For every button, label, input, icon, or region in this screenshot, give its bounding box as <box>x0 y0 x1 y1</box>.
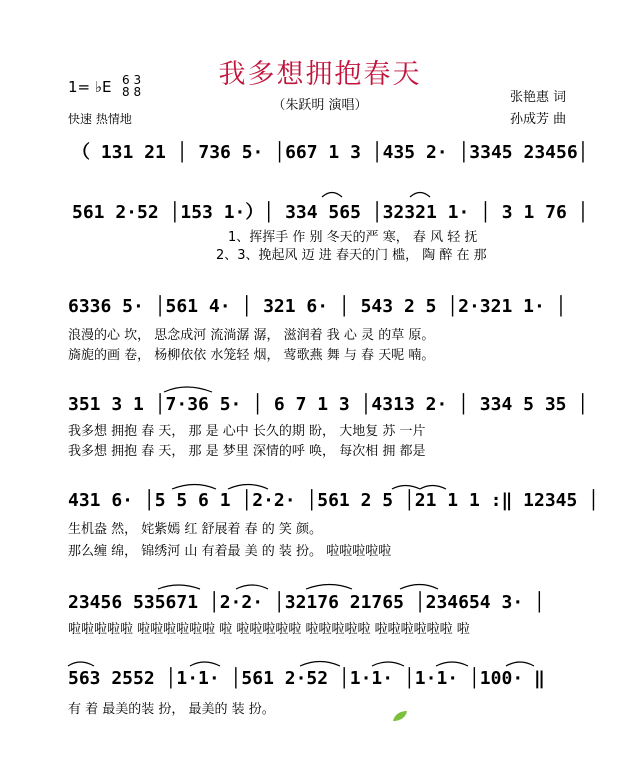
lyric-row-7: 有 着 最美的装 扮， 最美的 装 扮。 <box>68 702 275 717</box>
lyric-row-4-verse-1: 我多想 拥抱 春 天， 那 是 心中 长久的期 盼， 大地复 苏 一片 <box>68 424 426 439</box>
notation-row-5: 431 6· │5 5 6 1 │2·2· │561 2 5 │21 1 1 :‖ 12345 │ <box>68 490 600 511</box>
meter-top: 6 3 <box>122 73 142 87</box>
lyric-row-5-verse-1: 生机盎 然， 姹紫嫣 红 舒展着 春 的 笑 颜。 <box>68 522 323 537</box>
notation-row-3: 6336 5· │561 4· │ 321 6· │ 543 2 5 │2·321 1· │ <box>68 296 567 317</box>
notation-row-4: 351 3 1 │7·36 5· │ 6 7 1 3 │4313 2· │ 334 5 35 │ <box>68 394 589 415</box>
lyric-row-2-verse-2: 2、3、挽起风 迈 进 春天的门 槛， 陶 醉 在 那 <box>216 248 487 263</box>
lyric-row-3-verse-2: 旖旎的画 卷， 杨柳依依 水笼轻 烟， 莺歌燕 舞 与 春 天呢 喃。 <box>68 348 435 363</box>
lyric-row-5-verse-2: 那么缠 绵， 锦绣河 山 有着最 美 的 装 扮。 啦啦啦啦啦 <box>68 544 392 559</box>
leaf-icon <box>392 710 408 722</box>
meter-bottom: 8 8 <box>122 85 142 99</box>
singer-credit: （朱跃明 演唱） <box>272 98 368 113</box>
tempo-marking: 快速 热情地 <box>68 112 132 126</box>
notation-row-2: 561 2·52 │153 1·）│ 334 565 │32321 1· │ 3 1 76 │ <box>72 202 589 223</box>
lyric-row-2-verse-1: 1、挥挥手 作 别 冬天的严 寒， 春 风 轻 抚 <box>228 230 478 245</box>
notation-row-6: 23456 535671 │2·2· │32176 21765 │234654 3· │ <box>68 592 545 613</box>
composer-credit: 孙成芳 曲 <box>510 112 567 127</box>
key-signature: 1= ♭E <box>68 78 112 96</box>
lyricist-credit: 张艳惠 词 <box>510 90 567 105</box>
lyric-row-3-verse-1: 浪漫的心 坎， 思念成河 流淌潺 潺， 滋润着 我 心 灵 的草 原。 <box>68 328 435 343</box>
lyric-row-4-verse-2: 我多想 拥抱 春 天， 那 是 梦里 深情的呼 唤， 每次相 拥 都是 <box>68 444 426 459</box>
notation-row-7: 563 2552 │1·1· │561 2·52 │1·1· │1·1· │100· ‖ <box>68 668 545 689</box>
notation-row-1: （ 131 21 │ 736 5· │667 1 3 │435 2· │3345 23456│ <box>72 142 589 163</box>
lyric-row-6: 啦啦啦啦啦 啦啦啦啦啦啦 啦 啦啦啦啦啦 啦啦啦啦啦 啦啦啦啦啦啦 啦 <box>68 622 470 637</box>
song-title: 我多想拥抱春天 <box>218 59 422 90</box>
